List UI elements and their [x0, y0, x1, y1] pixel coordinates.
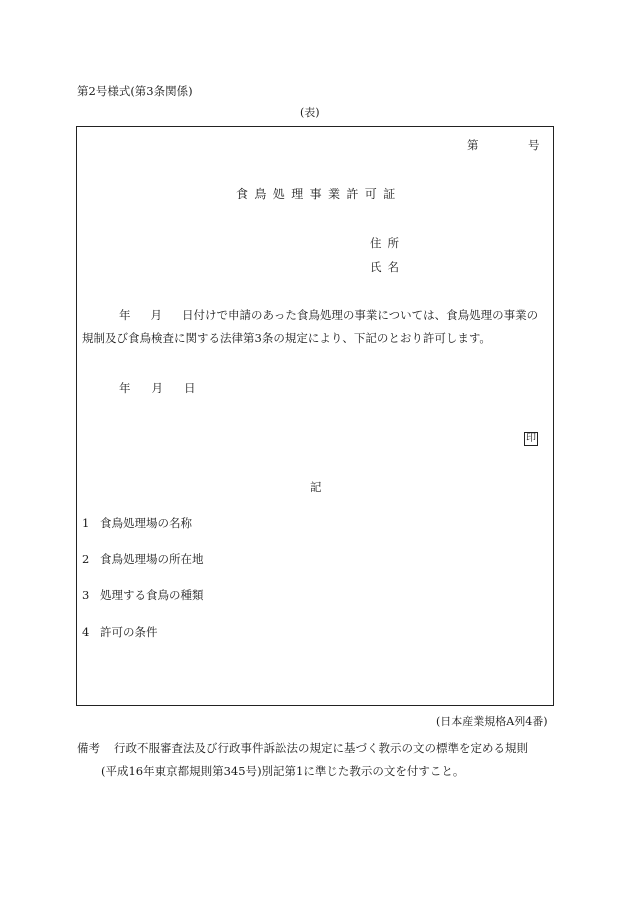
name-label: 氏名 — [370, 260, 405, 274]
face-label: (表) — [300, 106, 320, 119]
item-number: 1 — [82, 516, 90, 530]
date-day: 日 — [184, 381, 196, 395]
list-item — [82, 554, 204, 566]
item-number: 3 — [82, 588, 90, 602]
list-item — [82, 590, 204, 602]
seal-stamp: 印 — [526, 433, 536, 444]
item-number: 4 — [82, 625, 90, 639]
certificate-frame — [76, 126, 554, 706]
ki-heading: 記 — [310, 480, 322, 494]
body-text-line2: 規制及び食鳥検査に関する法律第3条の規定により、下記のとおり許可します。 — [82, 331, 491, 345]
remarks-label: 備考 — [77, 741, 100, 755]
paper-size-note: (日本産業規格A列4番) — [436, 715, 548, 728]
address-label: 住所 — [370, 236, 405, 250]
date-month: 月 — [151, 381, 163, 395]
item-number: 2 — [82, 552, 90, 566]
remarks-text-line1: 行政不服審査法及び行政事件訴訟法の規定に基づく教示の文の標準を定める規則 — [114, 741, 528, 755]
list-item — [82, 518, 192, 530]
body-text-line1 — [119, 310, 538, 322]
item-label: 処理する食鳥の種類 — [100, 588, 204, 602]
date-year: 年 — [119, 381, 131, 395]
issue-date — [119, 383, 196, 395]
body-month: 月 — [150, 308, 162, 322]
item-label: 許可の条件 — [100, 625, 158, 639]
form-label: 第2号様式(第3条関係) — [77, 84, 193, 98]
body-year: 年 — [119, 308, 131, 322]
item-label: 食鳥処理場の所在地 — [100, 552, 204, 566]
number-suffix: 号 — [528, 138, 540, 152]
list-item — [82, 627, 158, 639]
body-line1-rest: 日付けで申請のあった食鳥処理の事業については、食鳥処理の事業の — [182, 308, 539, 322]
remarks-text-line2: (平成16年東京都規則第345号)別記第1に準じた教示の文を付すこと。 — [101, 764, 465, 778]
remarks-line1 — [77, 743, 528, 755]
number-prefix: 第 — [467, 138, 479, 152]
certificate-title: 食鳥処理事業許可証 — [236, 187, 402, 201]
item-label: 食鳥処理場の名称 — [100, 516, 192, 530]
